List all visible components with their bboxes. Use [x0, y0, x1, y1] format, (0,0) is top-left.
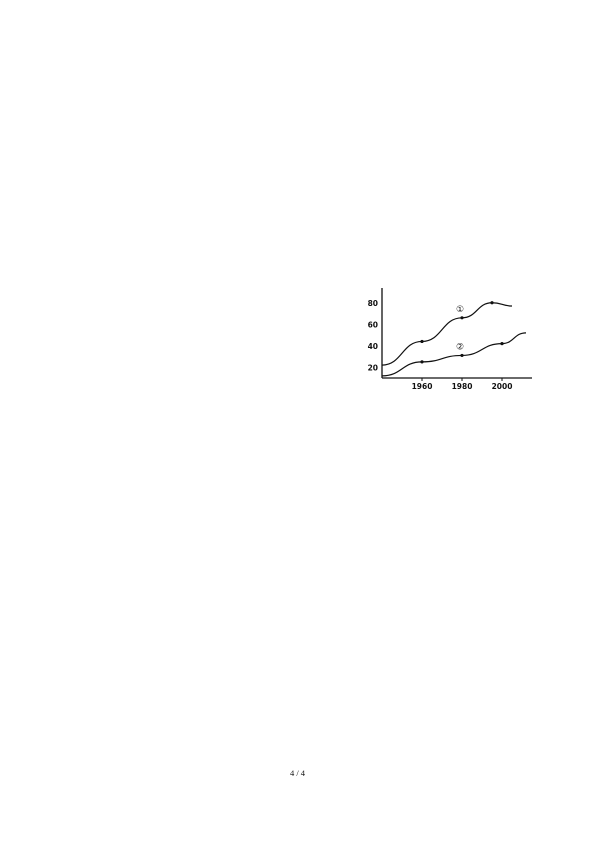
series-line-1: [382, 303, 512, 365]
x-tick-label: 1980: [451, 382, 473, 391]
y-tick-label: 80: [367, 298, 378, 308]
chart-series-group: [382, 301, 526, 376]
chart-x-ticks: [412, 378, 513, 391]
series-point-2: [500, 342, 503, 345]
series-point-2: [460, 354, 463, 357]
series-line-2: [382, 333, 526, 376]
x-tick-label: 1960: [411, 382, 433, 391]
series-label-1: ①: [455, 304, 465, 315]
y-tick-label: 40: [367, 341, 378, 351]
series-point-1: [420, 340, 423, 343]
urbanization-chart: [360, 270, 540, 395]
x-tick-label: 2000: [491, 382, 513, 391]
page-number: 4 / 4: [289, 768, 306, 778]
series-point-1: [460, 316, 463, 319]
y-tick-label: 20: [367, 363, 378, 373]
chart-axes: [382, 288, 532, 378]
chart-y-ticks: [368, 299, 378, 373]
series-point-2: [420, 360, 423, 363]
series-point-1: [490, 301, 493, 304]
y-tick-label: 60: [367, 320, 378, 330]
series-label-2: ②: [455, 342, 465, 353]
